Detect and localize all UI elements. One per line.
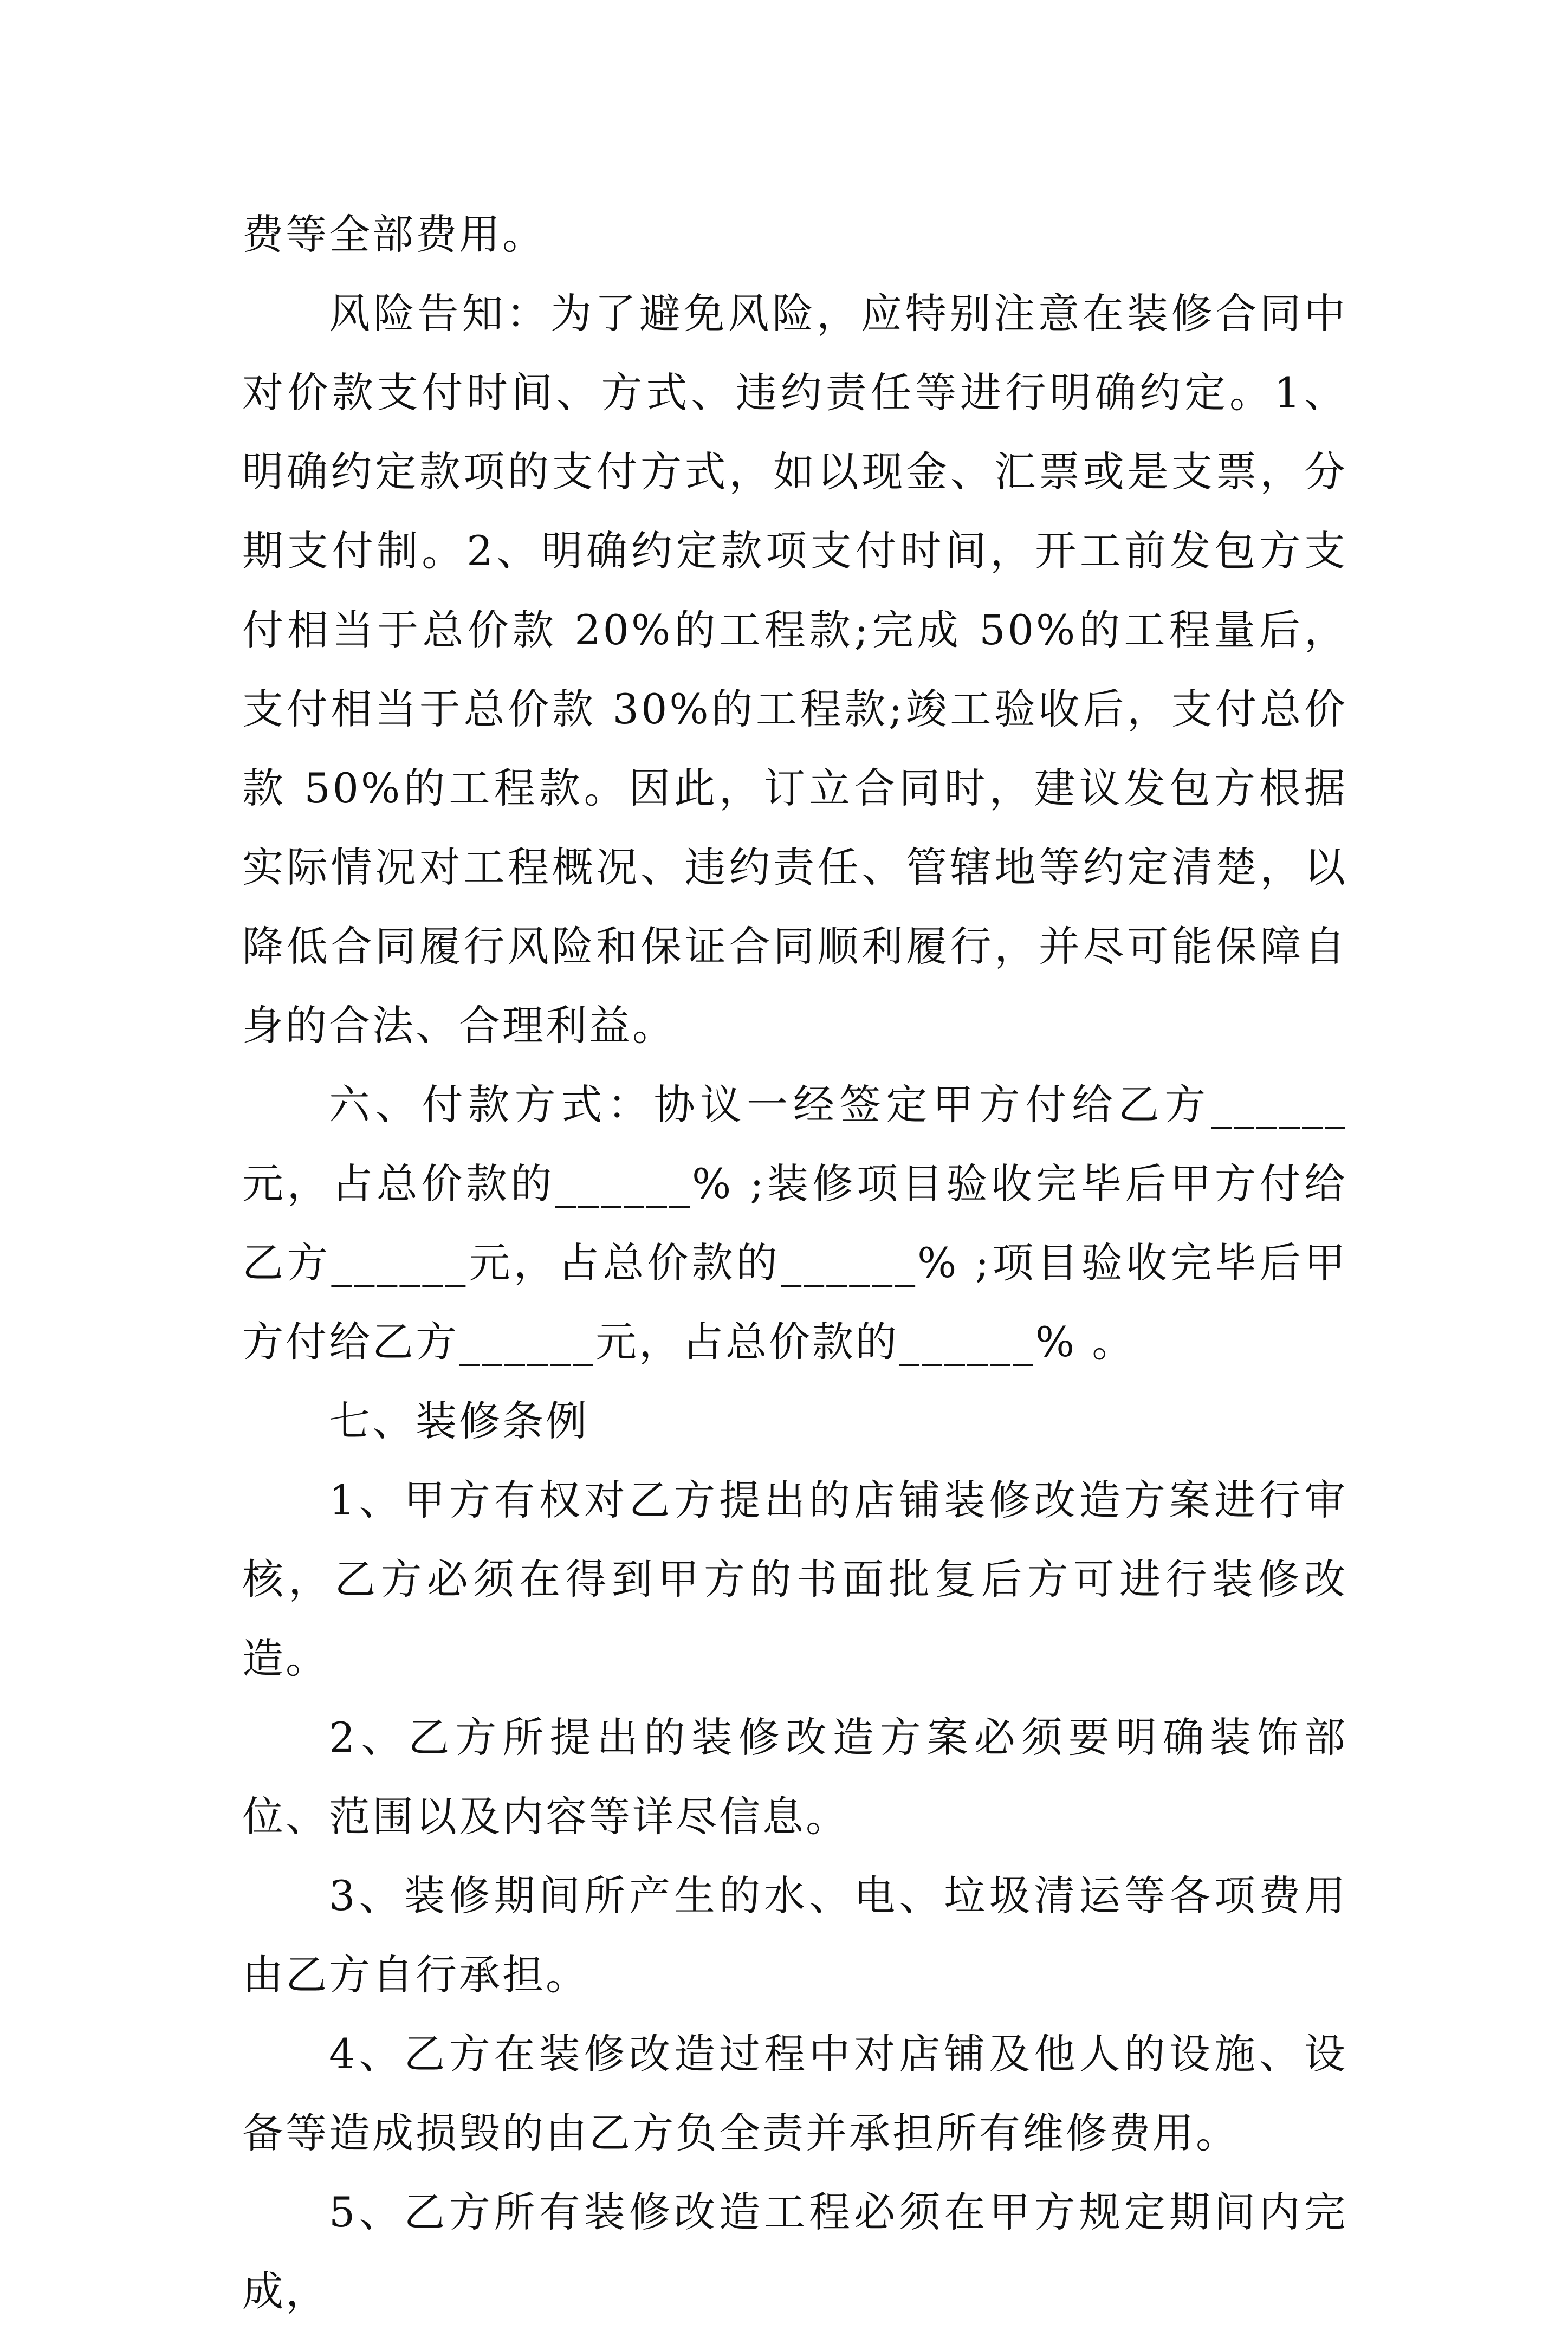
paragraph-fee-end: 费等全部费用。 — [242, 210, 546, 258]
section-heading-renovation-rules: 七、装修条例 — [329, 1397, 589, 1445]
rule-item-1: 1、甲方有权对乙方提出的店铺装修改造方案进行审核，乙方必须在得到甲方的书面批复后方可进行装修改造。 — [242, 1476, 1347, 1682]
paragraph-payment-method: 六、付款方式：协议一经签定甲方付给乙方______元，占总价款的______% ;装修项目验收完毕后甲方付给乙方______元，占总价款的______% ;项目验收完毕后甲方付给乙方______元，占总价款的______% 。 — [242, 1080, 1347, 1366]
rule-item-3: 3、装修期间所产生的水、电、垃圾清运等各项费用由乙方自行承担。 — [242, 1872, 1347, 1999]
document-body — [242, 195, 1347, 2331]
rule-item-5: 5、乙方所有装修改造工程必须在甲方规定期间内完成， — [242, 2188, 1347, 2315]
rule-item-2: 2、乙方所提出的装修改造方案必须要明确装饰部位、范围以及内容等详尽信息。 — [242, 1713, 1347, 1841]
rule-item-4: 4、乙方在装修改造过程中对店铺及他人的设施、设备等造成损毁的由乙方负全责并承担所有维修费用。 — [242, 2030, 1347, 2157]
paragraph-risk-notice: 风险告知：为了避免风险，应特别注意在装修合同中对价款支付时间、方式、违约责任等进行明确约定。1、明确约定款项的支付方式，如以现金、汇票或是支票，分期支付制。2、明确约定款项支付时间，开工前发包方支付相当于总价款 20%的工程款;完成 50%的工程量后，支付相当于总价款 30%的工程款;竣工验收后，支付总价款 50%的工程款。因此，订立合同时，建议发包方根据实际情况对工程概况、违约责任、管辖地等约定清楚，以降低合同履行风险和保证合同顺利履行，并尽可能保障自身的合法、合理利益。 — [242, 289, 1347, 1050]
